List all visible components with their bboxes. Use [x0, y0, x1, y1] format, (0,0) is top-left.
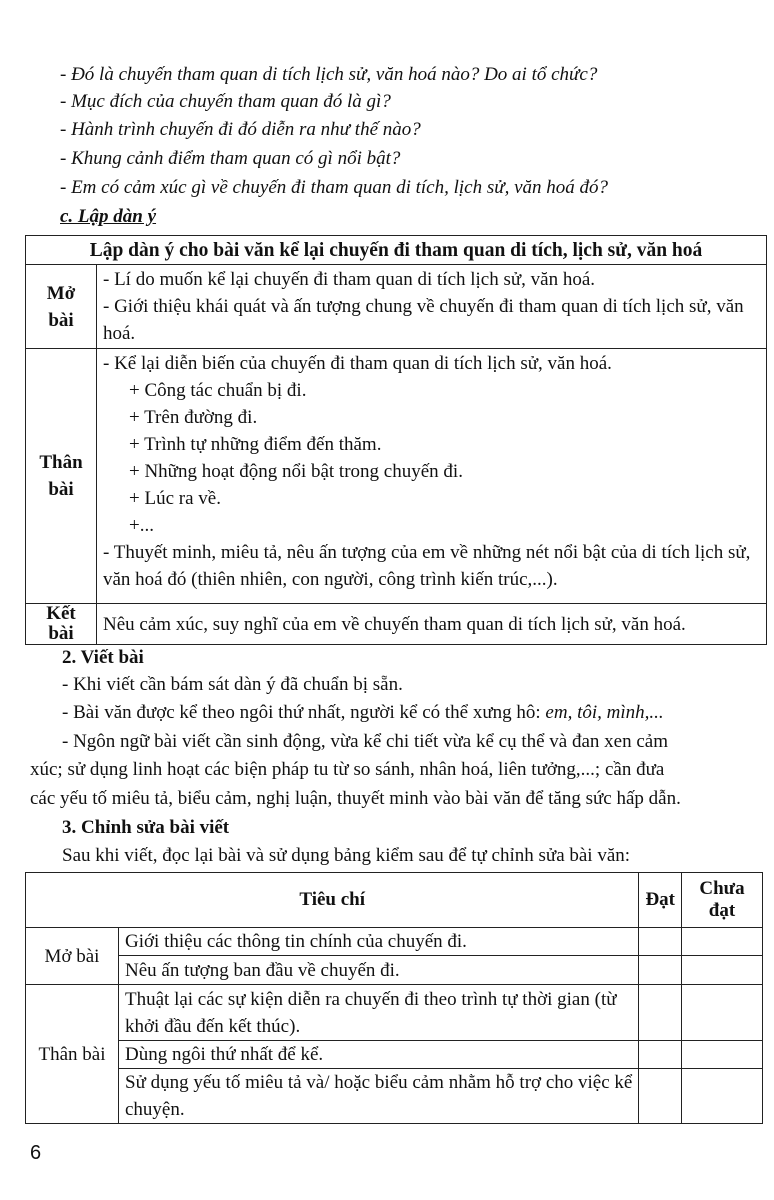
question: - Mục đích của chuyến tham quan đó là gì?: [60, 91, 391, 112]
row-content: [97, 604, 767, 645]
question: - Hành trình chuyến đi đó diễn ra như thế nào?: [60, 119, 421, 140]
outline-table: [25, 235, 767, 645]
paragraph: các yếu tố miêu tả, biểu cảm, nghị luận, thuyết minh vào bài văn để tăng sức hấp dẫn.: [30, 788, 681, 809]
fail-cell[interactable]: [682, 1041, 763, 1069]
header-pass: Đạt: [639, 873, 682, 928]
pass-cell[interactable]: [639, 985, 682, 1041]
outline-line: + Lúc ra về.: [129, 488, 221, 509]
question: - Đó là chuyến tham quan di tích lịch sử, văn hoá nào? Do ai tổ chức?: [60, 64, 598, 85]
outline-line: - Lí do muốn kể lại chuyến đi tham quan di tích lịch sử, văn hoá.: [103, 269, 596, 290]
fail-cell[interactable]: [682, 1069, 763, 1124]
fail-cell[interactable]: [682, 985, 763, 1041]
criterion: Sử dụng yếu tố miêu tả và/ hoặc biểu cảm nhằm hỗ trợ cho việc kể chuyện.: [119, 1069, 639, 1124]
row-label: Kết bài: [26, 604, 97, 645]
row-label: Thân bài: [26, 349, 97, 604]
outline-line: + Những hoạt động nổi bật trong chuyến đi.: [129, 461, 463, 482]
text: em, tôi, mình,...: [545, 702, 664, 723]
paragraph: [62, 700, 664, 726]
outline-line: - Thuyết minh, miêu tả, nêu ấn tượng của em về những nét nổi bật của di tích lịch sử, văn hoá đó (thiên nhiên, con người, công trình kiến trúc,...).: [103, 542, 751, 590]
paragraph: Sau khi viết, đọc lại bài và sử dụng bảng kiểm sau để tự chỉnh sửa bài văn:: [62, 845, 631, 866]
pass-cell[interactable]: [639, 1069, 682, 1124]
header-fail: Chưa đạt: [682, 873, 763, 928]
row-content: [97, 349, 767, 604]
checklist-table: [25, 872, 763, 1124]
criterion: Thuật lại các sự kiện diễn ra chuyến đi theo trình tự thời gian (từ khởi đầu đến kết thúc).: [119, 985, 639, 1041]
outline-line: + Trình tự những điểm đến thăm.: [129, 434, 382, 455]
criterion: Giới thiệu các thông tin chính của chuyến đi.: [119, 928, 639, 956]
outline-line: - Giới thiệu khái quát và ấn tượng chung về chuyến đi tham quan di tích lịch sử, văn hoá.: [103, 296, 744, 344]
fail-cell[interactable]: [682, 928, 763, 956]
section2-heading: 2. Viết bài: [62, 647, 144, 668]
group-label: Thân bài: [26, 985, 119, 1124]
question: - Khung cảnh điểm tham quan có gì nổi bật?: [60, 148, 401, 169]
outline-line: +...: [129, 515, 154, 536]
pass-cell[interactable]: [639, 1041, 682, 1069]
pass-cell[interactable]: [639, 928, 682, 956]
outline-line: Nêu cảm xúc, suy nghĩ của em về chuyến tham quan di tích lịch sử, văn hoá.: [103, 613, 686, 635]
header-criteria: Tiêu chí: [26, 873, 639, 928]
page-number: 6: [30, 1142, 42, 1164]
paragraph: xúc; sử dụng linh hoạt các biện pháp tu từ so sánh, nhân hoá, liên tưởng,...; cần đưa: [30, 759, 665, 780]
criterion: Dùng ngôi thứ nhất để kể.: [119, 1041, 639, 1069]
outline-line: - Kể lại diễn biến của chuyến đi tham quan di tích lịch sử, văn hoá.: [103, 353, 612, 374]
fail-cell[interactable]: [682, 956, 763, 985]
outline-heading: c. Lập dàn ý: [60, 206, 157, 227]
text: - Bài văn được kể theo ngôi thứ nhất, người kể có thể xưng hô:: [62, 702, 546, 723]
outline-line: + Công tác chuẩn bị đi.: [129, 380, 307, 401]
criterion: Nêu ấn tượng ban đầu về chuyến đi.: [119, 956, 639, 985]
outline-title: Lập dàn ý cho bài văn kể lại chuyến đi tham quan di tích, lịch sử, văn hoá: [26, 236, 767, 265]
section3-heading: 3. Chỉnh sửa bài viết: [62, 817, 230, 838]
paragraph: - Khi viết cần bám sát dàn ý đã chuẩn bị sẵn.: [62, 674, 403, 695]
pass-cell[interactable]: [639, 956, 682, 985]
row-label: Mở bài: [26, 265, 97, 349]
row-content: [97, 265, 767, 349]
paragraph: - Ngôn ngữ bài viết cần sinh động, vừa kể chi tiết vừa kể cụ thể và đan xen cảm: [62, 731, 668, 752]
question: - Em có cảm xúc gì về chuyến đi tham quan di tích, lịch sử, văn hoá đó?: [60, 177, 609, 198]
outline-line: + Trên đường đi.: [129, 407, 258, 428]
group-label: Mở bài: [26, 928, 119, 985]
